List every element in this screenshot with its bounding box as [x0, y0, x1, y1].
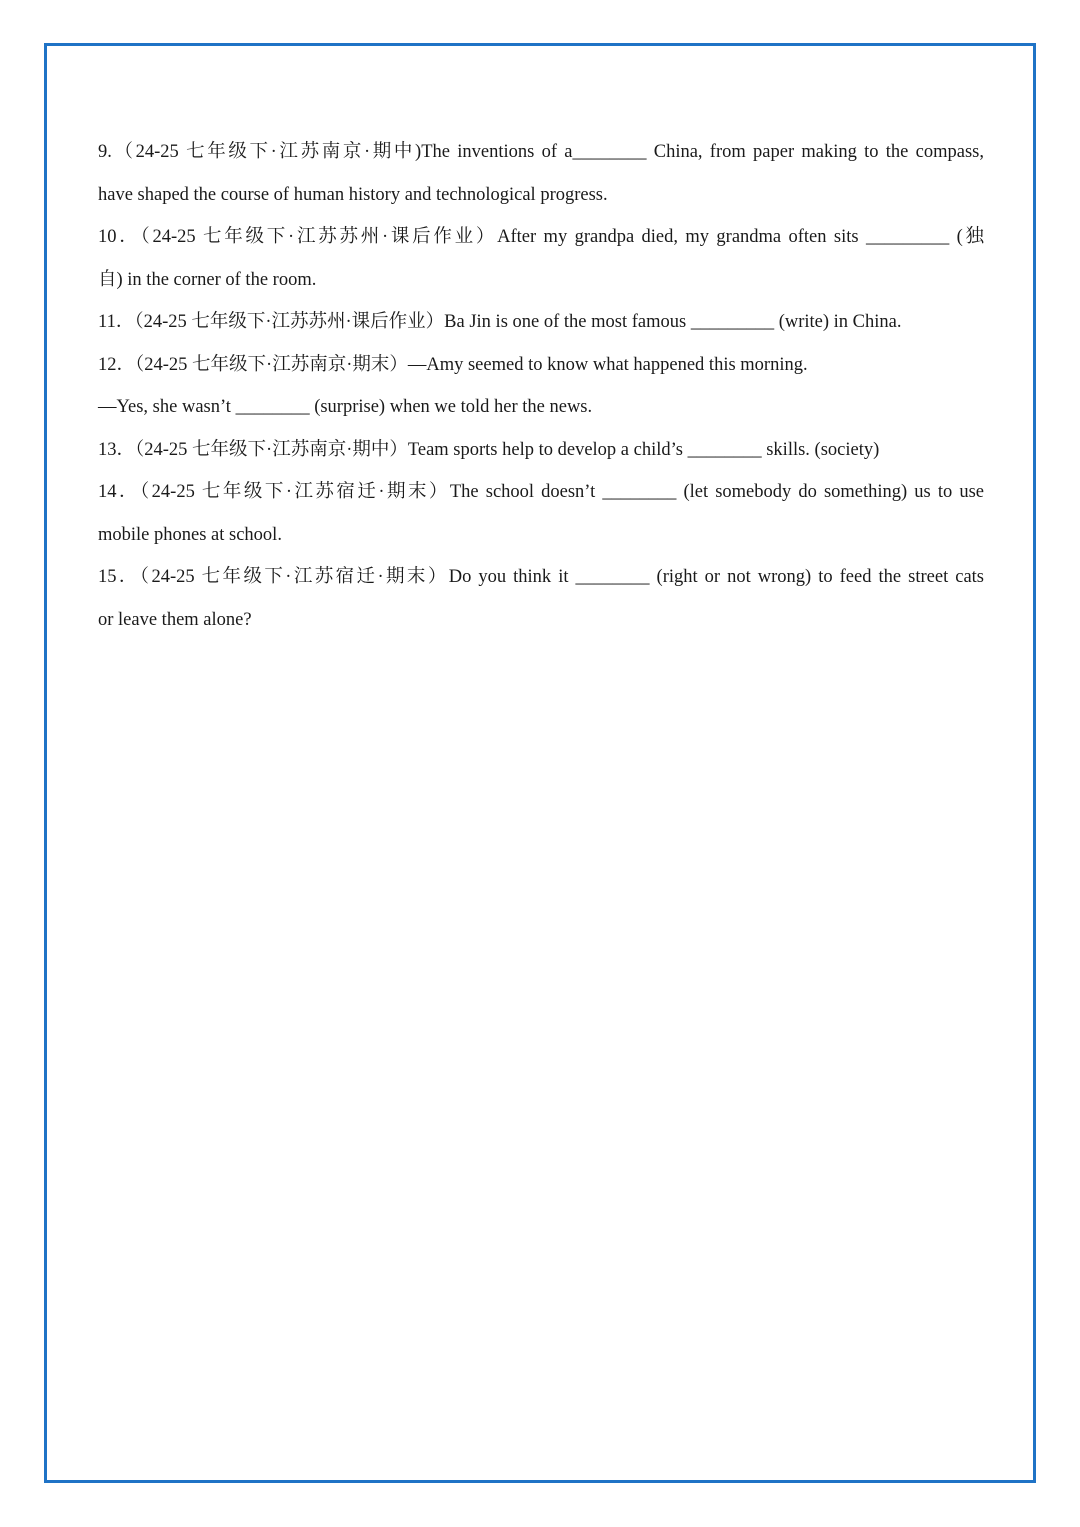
question-9: [98, 131, 984, 216]
question-12-line-1: 12．（24-25 七年级下·江苏南京·期末）—Amy seemed to know what happened this morning.: [98, 354, 808, 375]
question-14-line-1: 14．（24-25 七年级下·江苏宿迁·期末）The school doesn’t ________ (let somebody do something) us to use: [98, 482, 984, 502]
question-12: [98, 344, 984, 429]
question-10-line-2: 自) in the corner of the room.: [98, 269, 317, 290]
question-15-line-2: or leave them alone?: [98, 609, 252, 630]
question-10-line-1: 10．（24-25 七年级下·江苏苏州·课后作业）After my grandpa died, my grandma often sits _________ (独: [98, 227, 984, 247]
question-15-line-1: 15．（24-25 七年级下·江苏宿迁·期末）Do you think it ________ (right or not wrong) to feed the street cats: [98, 567, 984, 587]
question-13-line-1: 13．（24-25 七年级下·江苏南京·期中）Team sports help to develop a child’s ________ skills. (society): [98, 439, 880, 460]
question-9-line-2: have shaped the course of human history and technological progress.: [98, 184, 608, 205]
question-13: [98, 429, 984, 472]
question-11: [98, 301, 984, 344]
question-14: [98, 471, 984, 556]
question-15: [98, 556, 984, 641]
question-12-line-2: —Yes, she wasn’t ________ (surprise) when we told her the news.: [98, 397, 593, 417]
question-11-line-1: 11．（24-25 七年级下·江苏苏州·课后作业）Ba Jin is one of the most famous _________ (write) in China.: [98, 312, 902, 332]
question-14-line-2: mobile phones at school.: [98, 524, 282, 545]
question-9-line-1: 9.（24-25 七年级下·江苏南京·期中)The inventions of a________ China, from paper making to the compass,: [98, 142, 984, 162]
question-list: [98, 131, 984, 641]
question-10: [98, 216, 984, 301]
